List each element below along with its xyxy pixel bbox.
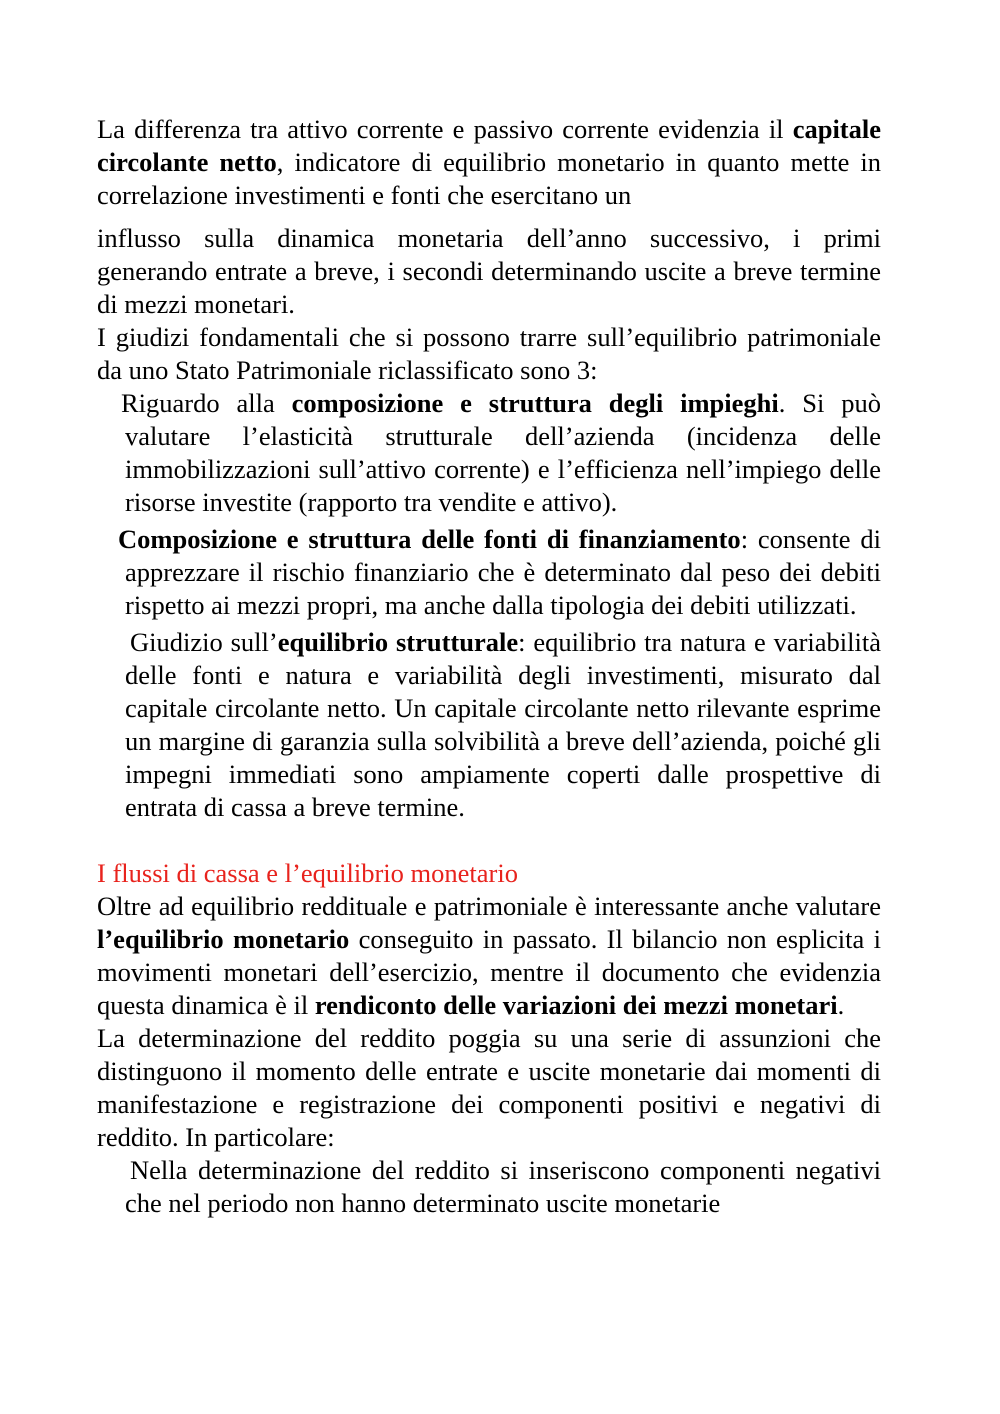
list-item-text: : equilibrio tra natura e variabilità delle fonti e natura e variabilità degli investimenti, misurato dal capitale circolante netto. Un capitale circolante netto rilevante esprime un margine di garanzia sulla solvibilità a breve dell’azienda, poiché gli impegni immediati sono ampiamente coperti dalle prospettive di entrata di cassa a breve termine.	[125, 627, 881, 822]
paragraph-text: , indicatore di equilibrio monetario in quanto mette in correlazione investimenti e fonti che esercitano un	[97, 147, 881, 210]
list-item	[97, 626, 881, 824]
list-item-text: . Si può valutare l’elasticità strutturale dell’azienda (incidenza delle immobilizzazioni sull’attivo corrente) e l’efficienza nell’impiego delle risorse investite (rapporto tra vendite e attivo).	[125, 388, 881, 517]
paragraph-giudizi: I giudizi fondamentali che si possono trarre sull’equilibrio patrimoniale da uno Stato Patrimoniale riclassificato sono 3:	[97, 322, 881, 385]
paragraph-text: Oltre ad equilibrio reddituale e patrimoniale è interessante anche valutare	[97, 891, 881, 921]
bold-term: Composizione e struttura delle fonti di finanziamento	[118, 524, 741, 554]
bold-term: composizione e struttura degli impieghi	[291, 388, 779, 418]
paragraph-capitale-circolante	[97, 113, 881, 212]
bold-term: equilibrio strutturale	[277, 627, 519, 657]
document-body	[97, 113, 881, 1220]
paragraph-text: conseguito in passato. Il bilancio non esplicita i movimenti monetari dell’esercizio, mentre il documento che evidenzia questa dinamica è il	[97, 924, 881, 1020]
paragraph-determinazione-reddito: La determinazione del reddito poggia su una serie di assunzioni che distinguono il momento delle entrate e uscite monetarie dai momenti di manifestazione e registrazione dei componenti positivi e negativi di reddito. In particolare:	[97, 1023, 881, 1152]
giudizi-list	[97, 387, 881, 824]
paragraph-influsso: influsso sulla dinamica monetaria dell’anno successivo, i primi generando entrate a breve, i secondi determinando uscite a breve termine di mezzi monetari.	[97, 223, 881, 319]
bold-term: l’equilibrio monetario	[97, 924, 350, 954]
particolare-list	[97, 1154, 881, 1220]
section-heading: I flussi di cassa e l’equilibrio monetario	[97, 858, 518, 888]
list-item	[97, 523, 881, 622]
list-item	[97, 387, 881, 519]
bold-term: capitale circolante netto	[97, 114, 881, 177]
list-item-text: Giudizio sull’	[130, 627, 278, 657]
paragraph-text: La differenza tra attivo corrente e passivo corrente evidenzia il	[97, 114, 793, 144]
list-item: Nella determinazione del reddito si inseriscono componenti negativi che nel periodo non hanno determinato uscite monetarie	[125, 1155, 881, 1218]
list-item-text: Riguardo alla	[121, 388, 292, 418]
list-item-text: : consente di apprezzare il rischio finanziario che è determinato dal peso dei debiti rispetto ai mezzi propri, ma anche dalla tipologia dei debiti utilizzati.	[125, 524, 881, 620]
paragraph-equilibrio-monetario	[97, 890, 881, 1022]
bold-term: rendiconto delle variazioni dei mezzi monetari	[314, 990, 838, 1020]
paragraph-text: .	[837, 990, 845, 1020]
